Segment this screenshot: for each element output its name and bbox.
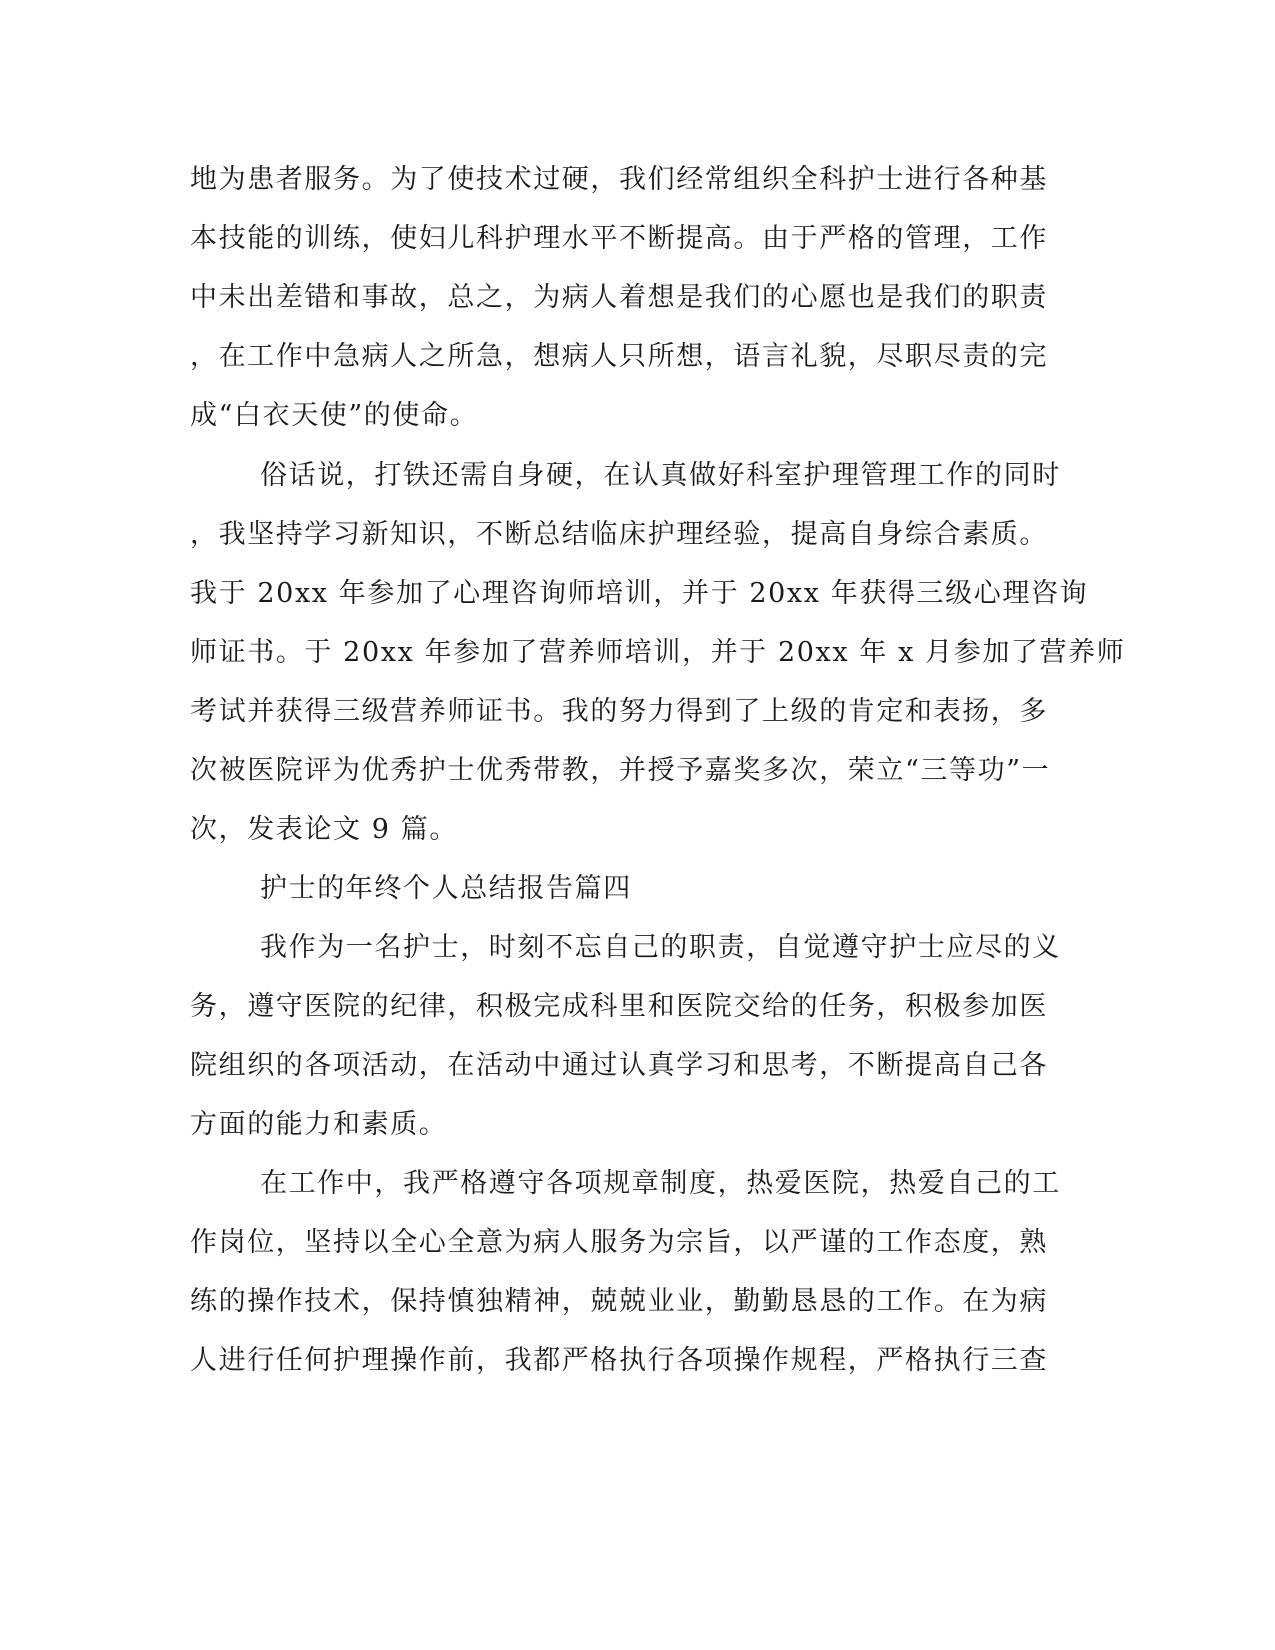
text-line: 人进行任何护理操作前，我都严格执行各项操作规程，严格执行三查 — [190, 1345, 1048, 1376]
text-line: 次被医院评为优秀护士优秀带教，并授予嘉奖多次，荣立“三等功”一 — [190, 755, 1051, 786]
text-line: 方面的能力和素质。 — [190, 1109, 448, 1140]
text-line: 考试并获得三级营养师证书。我的努力得到了上级的肯定和表扬，多 — [190, 696, 1048, 727]
text-line: ，我坚持学习新知识，不断总结临床护理经验，提高自身综合素质。 — [190, 519, 1048, 550]
text-line: 作岗位，坚持以全心全意为病人服务为宗旨，以严谨的工作态度，熟 — [190, 1227, 1048, 1258]
text-line: 本技能的训练，使妇儿科护理水平不断提高。由于严格的管理，工作 — [190, 223, 1048, 254]
paragraph-first-line: 在工作中，我严格遵守各项规章制度，热爱医院，热爱自己的工 — [260, 1168, 1061, 1199]
text-line: 练的操作技术，保持慎独精神，兢兢业业，勤勤恳恳的工作。在为病 — [190, 1286, 1048, 1317]
text-line: 次，发表论文 9 篇。 — [190, 814, 458, 845]
text-line: 我于 20xx 年参加了心理咨询师培训，并于 20xx 年获得三级心理咨询 — [190, 578, 1089, 609]
text-line: 中未出差错和事故，总之，为病人着想是我们的心愿也是我们的职责 — [190, 282, 1048, 313]
paragraph-first-line: 俗话说，打铁还需自身硬，在认真做好科室护理管理工作的同时 — [260, 460, 1061, 491]
text-line: 成“白衣天使”的使命。 — [190, 400, 479, 431]
text-line: 地为患者服务。为了使技术过硬，我们经常组织全科护士进行各种基 — [190, 164, 1048, 195]
section-heading: 护士的年终个人总结报告篇四 — [260, 873, 632, 904]
text-line: 院组织的各项活动，在活动中通过认真学习和思考，不断提高自己各 — [190, 1050, 1048, 1081]
text-line: 务，遵守医院的纪律，积极完成科里和医院交给的任务，积极参加医 — [190, 991, 1048, 1022]
text-line: ，在工作中急病人之所急，想病人只所想，语言礼貌，尽职尽责的完 — [190, 341, 1048, 372]
text-line: 师证书。于 20xx 年参加了营养师培训，并于 20xx 年 x 月参加了营养师 — [190, 637, 1126, 668]
paragraph-first-line: 我作为一名护士，时刻不忘自己的职责，自觉遵守护士应尽的义 — [260, 932, 1061, 963]
